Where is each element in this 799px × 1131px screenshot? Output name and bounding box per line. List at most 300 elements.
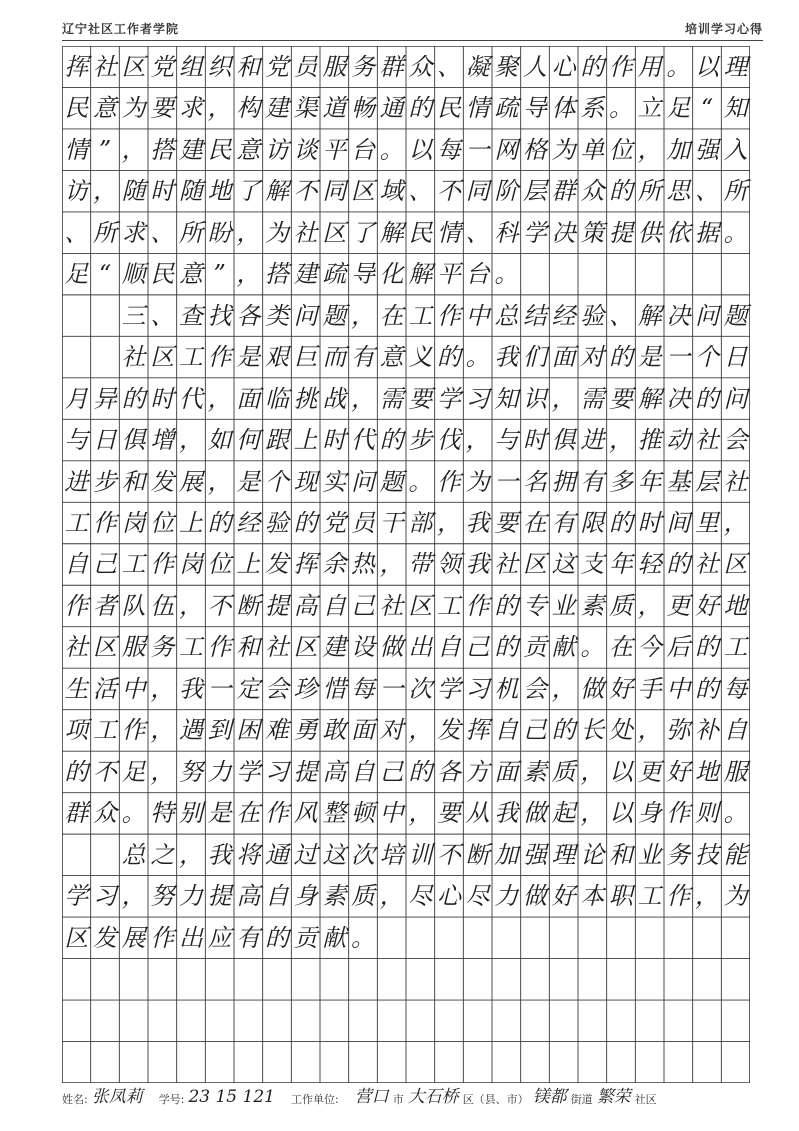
grid-character: 艰 <box>264 343 289 372</box>
document-type-header: 培训学习心得 <box>684 22 763 36</box>
grid-character: 访 <box>64 177 89 206</box>
grid-character: 工 <box>408 301 433 330</box>
footer-info <box>62 1082 782 1107</box>
grid-character: 结 <box>522 301 547 330</box>
grid-character: 基 <box>666 467 691 496</box>
name-label: 姓名: <box>62 1093 88 1106</box>
grid-character: ， <box>236 260 261 289</box>
grid-character: 验 <box>580 301 605 330</box>
grid-character: 域 <box>379 177 404 206</box>
grid-character: 提 <box>293 757 318 786</box>
grid-character: 和 <box>236 633 261 662</box>
grid-character: 生 <box>64 674 89 703</box>
grid-character: 长 <box>580 716 605 745</box>
grid-character: 有 <box>551 509 576 537</box>
grid-character: 所 <box>92 218 117 247</box>
grid-character: 力 <box>207 757 232 786</box>
grid-character: 挥 <box>465 716 490 745</box>
grid-character: 题 <box>723 301 748 330</box>
grid-character: 网 <box>494 135 519 164</box>
grid-character: 、 <box>436 52 461 81</box>
grid-character: 是 <box>236 467 261 496</box>
grid-character: 了 <box>236 177 261 206</box>
grid-character: 好 <box>666 757 691 786</box>
grid-character: 高 <box>293 591 318 620</box>
grid-character: 技 <box>694 840 719 869</box>
grid-character: ， <box>379 882 404 911</box>
grid-character: 依 <box>666 218 691 247</box>
grid-character: 我 <box>178 674 203 703</box>
grid-character: 解 <box>637 384 662 413</box>
grid-character: 质 <box>350 882 375 911</box>
grid-character: ， <box>436 509 461 537</box>
grid-character: 民 <box>64 94 89 123</box>
grid-character: 位 <box>207 550 232 579</box>
grid-character: ， <box>580 799 605 828</box>
grid-character: 学 <box>64 882 89 911</box>
grid-character: 展 <box>178 467 203 496</box>
grid-character: 进 <box>64 467 89 496</box>
grid-character: 断 <box>465 840 490 869</box>
grid-character: ， <box>350 384 375 413</box>
grid-character: 在 <box>522 509 547 537</box>
grid-character: 入 <box>723 135 748 164</box>
grid-character <box>62 834 91 875</box>
grid-character: 面 <box>494 757 519 786</box>
grid-character: 的 <box>494 591 519 620</box>
grid-character: 理 <box>551 840 576 869</box>
grid-character: 作 <box>264 799 289 828</box>
grid-character: ， <box>350 301 375 330</box>
grid-character: 习 <box>465 384 490 413</box>
grid-character: 民 <box>207 135 232 164</box>
grid-character: 俱 <box>121 426 146 455</box>
grid-character: 区 <box>92 633 117 662</box>
grid-character: 自 <box>64 550 89 579</box>
grid-character: 次 <box>408 674 433 703</box>
grid-character: ， <box>121 135 146 164</box>
grid-character: 顿 <box>350 799 375 828</box>
grid-character: 做 <box>580 674 605 703</box>
grid-character: 同 <box>465 177 490 206</box>
grid-character: 展 <box>121 923 146 952</box>
grid-character: 地 <box>723 591 748 620</box>
grid-character: 和 <box>608 840 633 869</box>
grid-character: 素 <box>322 882 347 911</box>
grid-character: 一 <box>379 674 404 703</box>
grid-character: 自 <box>322 591 347 620</box>
grid-character: 众 <box>408 52 433 81</box>
grid-character: 工 <box>637 882 662 911</box>
grid-character: 要 <box>494 509 519 537</box>
grid-character: 义 <box>408 343 433 372</box>
name-value: 张凤莉 <box>91 1087 143 1107</box>
grid-character: 问 <box>723 384 748 413</box>
grid-character: 凝 <box>465 52 490 81</box>
grid-character: 作 <box>92 509 117 537</box>
grid-character: 一 <box>465 135 490 164</box>
grid-character: 区 <box>121 52 146 81</box>
grid-character: 好 <box>608 674 633 703</box>
grid-character: 领 <box>436 550 461 579</box>
grid-character: 培 <box>379 840 404 869</box>
grid-character: 和 <box>236 52 261 81</box>
grid-character: 平 <box>436 260 461 289</box>
grid-character: “ <box>98 260 112 289</box>
grid-character: 工 <box>121 550 146 579</box>
grid-character: 有 <box>236 923 261 952</box>
grid-character: 的 <box>694 674 719 703</box>
grid-character: 在 <box>236 799 261 828</box>
grid-character: 员 <box>350 509 375 537</box>
grid-character: 群 <box>551 177 576 206</box>
grid-character: 平 <box>322 135 347 164</box>
grid-character: 。 <box>494 260 519 289</box>
grid-character: 组 <box>178 52 203 81</box>
grid-character: 的 <box>580 52 605 81</box>
grid-character: 做 <box>379 633 404 662</box>
grid-character: 加 <box>494 840 519 869</box>
grid-character: 己 <box>350 591 375 620</box>
grid-character: 为 <box>264 218 289 247</box>
grid-character: 随 <box>121 177 146 206</box>
grid-character: 作 <box>150 550 175 579</box>
grid-character: 我 <box>494 799 519 828</box>
grid-character: 余 <box>322 550 347 579</box>
grid-character: 作 <box>64 591 89 620</box>
grid-character: 提 <box>608 218 633 247</box>
grid-character: 何 <box>236 426 261 455</box>
grid-character: 干 <box>379 509 404 537</box>
grid-character: 作 <box>436 467 461 496</box>
grid-character: 补 <box>694 716 719 745</box>
grid-character: 渠 <box>293 94 318 123</box>
grid-character: 队 <box>121 591 146 620</box>
grid-character: 疏 <box>494 94 519 123</box>
grid-character: 工 <box>178 633 203 662</box>
grid-character: 要 <box>608 384 633 413</box>
grid-character: 访 <box>264 135 289 164</box>
grid-character: 了 <box>350 218 375 247</box>
grid-character: 找 <box>207 301 232 330</box>
grid-character: ， <box>551 384 576 413</box>
grid-character: ， <box>465 426 490 455</box>
grid-character: 者 <box>92 591 117 620</box>
grid-character: 的 <box>264 923 289 952</box>
grid-character: 区 <box>150 343 175 372</box>
grid-character: 建 <box>293 260 318 289</box>
grid-character: 台 <box>350 135 375 164</box>
grid-character: ” <box>213 260 226 289</box>
grid-character: 三 <box>121 301 146 330</box>
grid-character: 岗 <box>121 509 146 537</box>
grid-character: 、 <box>150 218 175 247</box>
grid-character: 质 <box>608 591 633 620</box>
grid-character: 高 <box>322 757 347 786</box>
grid-character: 岗 <box>178 550 203 579</box>
grid-character: 支 <box>580 550 605 579</box>
grid-character: 以 <box>408 135 433 164</box>
grid-character: 各 <box>436 757 461 786</box>
grid-character: 群 <box>64 799 89 828</box>
grid-character: 之 <box>150 840 175 869</box>
grid-character: ， <box>207 384 232 413</box>
grid-character: ， <box>178 591 203 620</box>
grid-character: 要 <box>408 384 433 413</box>
grid-character: 社 <box>293 218 318 247</box>
grid-character: 工 <box>178 343 203 372</box>
grid-character: 社 <box>694 550 719 579</box>
grid-character: 情 <box>436 218 461 247</box>
grid-character: 工 <box>436 591 461 620</box>
grid-character: 面 <box>236 384 261 413</box>
grid-character: 推 <box>637 426 662 455</box>
grid-character: 。 <box>379 135 404 164</box>
grid-character: ， <box>178 426 203 455</box>
grid-character: 解 <box>379 218 404 247</box>
grid-character: 各 <box>236 301 261 330</box>
grid-character: 问 <box>694 301 719 330</box>
grid-character: 好 <box>694 591 719 620</box>
grid-character: 努 <box>178 757 203 786</box>
grid-character: 的 <box>207 509 232 537</box>
grid-character: 区 <box>350 177 375 206</box>
grid-character: 经 <box>551 301 576 330</box>
grid-character: ， <box>408 799 433 828</box>
grid-character: 发 <box>92 923 117 952</box>
grid-character: 在 <box>379 301 404 330</box>
grid-character: 从 <box>465 799 490 828</box>
grid-character: 。 <box>350 923 375 952</box>
grid-character: 区 <box>408 591 433 620</box>
work-unit-label: 工作单位: <box>290 1093 339 1106</box>
grid-character: 、 <box>64 218 89 247</box>
grid-character: 的 <box>408 757 433 786</box>
grid-character: 发 <box>150 467 175 496</box>
grid-character: 在 <box>608 633 633 662</box>
grid-character: 题 <box>379 467 404 496</box>
grid-character: 不 <box>293 177 318 206</box>
grid-character: 、 <box>408 177 433 206</box>
grid-character: 同 <box>322 177 347 206</box>
grid-character: 解 <box>264 177 289 206</box>
grid-character: 训 <box>408 840 433 869</box>
grid-character: 决 <box>666 384 691 413</box>
grid-character: 将 <box>236 840 261 869</box>
grid-character: 论 <box>580 840 605 869</box>
grid-character: 总 <box>494 301 519 330</box>
grid-character: 作 <box>436 301 461 330</box>
grid-character: 时 <box>637 509 662 537</box>
grid-character: 、 <box>608 301 633 330</box>
grid-character: 是 <box>207 799 232 828</box>
grid-character: 解 <box>637 301 662 330</box>
grid-character: 服 <box>723 757 748 786</box>
grid-character: 心 <box>436 882 461 911</box>
grid-character: 科 <box>494 218 519 247</box>
grid-character: 对 <box>379 716 404 745</box>
grid-character: 活 <box>92 674 117 703</box>
grid-character <box>62 295 91 336</box>
grid-character: 别 <box>178 799 203 828</box>
grid-character: ， <box>608 426 633 455</box>
grid-character: 作 <box>666 882 691 911</box>
grid-character: 年 <box>608 550 633 579</box>
grid-character: ， <box>121 882 146 911</box>
grid-character: 台 <box>465 260 490 289</box>
grid-character: 努 <box>150 882 175 911</box>
grid-character: 时 <box>150 384 175 413</box>
grid-character: 日 <box>723 343 748 372</box>
grid-character: 。 <box>580 633 605 662</box>
grid-character: 解 <box>408 260 433 289</box>
grid-character: 动 <box>666 426 691 455</box>
grid-character: 务 <box>350 52 375 81</box>
grid-character: 月 <box>64 384 89 413</box>
grid-character: 素 <box>522 757 547 786</box>
grid-character: 个 <box>264 467 289 496</box>
community-value: 繁荣 <box>596 1087 631 1107</box>
grid-character: 。 <box>408 467 433 496</box>
grid-character: 是 <box>637 343 662 372</box>
grid-character: 社 <box>694 426 719 455</box>
grid-character: 更 <box>637 757 662 786</box>
grid-character: 整 <box>322 799 347 828</box>
grid-character: 织 <box>207 52 232 81</box>
grid-character: 这 <box>551 550 576 579</box>
grid-character: 弥 <box>666 716 691 745</box>
grid-character <box>91 295 120 336</box>
grid-character: ， <box>207 94 232 123</box>
grid-character: 通 <box>264 840 289 869</box>
grid-character: ， <box>150 674 175 703</box>
grid-character: ， <box>150 757 175 786</box>
grid-character: 素 <box>580 591 605 620</box>
grid-character: 机 <box>494 674 519 703</box>
grid-character: 。 <box>723 799 748 828</box>
grid-character: 要 <box>150 94 175 123</box>
grid-character: 民 <box>436 94 461 123</box>
grid-character: 中 <box>379 799 404 828</box>
grid-character: 地 <box>207 177 232 206</box>
grid-character: 名 <box>522 467 547 496</box>
grid-character: 的 <box>608 509 633 537</box>
grid-character: 己 <box>92 550 117 579</box>
grid-character: 做 <box>522 799 547 828</box>
grid-character: 的 <box>408 94 433 123</box>
street-label: 街道 <box>570 1093 593 1106</box>
grid-character: 出 <box>408 633 433 662</box>
grid-character: 巨 <box>293 343 318 372</box>
grid-character: 有 <box>350 343 375 372</box>
grid-character: 实 <box>322 467 347 496</box>
grid-character: 。 <box>723 218 748 247</box>
grid-character: 时 <box>322 426 347 455</box>
grid-character: 疏 <box>322 260 347 289</box>
grid-character: 区 <box>322 218 347 247</box>
grid-character: 尽 <box>465 882 490 911</box>
grid-character: 己 <box>465 633 490 662</box>
grid-character: 验 <box>264 509 289 537</box>
grid-character: 年 <box>637 467 662 496</box>
grid-character: 不 <box>436 840 461 869</box>
grid-character: 谈 <box>293 135 318 164</box>
grid-character: 单 <box>580 135 605 164</box>
grid-character: 如 <box>207 426 232 455</box>
grid-character: 跟 <box>264 426 289 455</box>
grid-character: 面 <box>551 343 576 372</box>
grid-character: 高 <box>236 882 261 911</box>
grid-character: 会 <box>723 426 748 455</box>
grid-character: ， <box>207 467 232 496</box>
grid-character: 众 <box>580 177 605 206</box>
grid-character: 步 <box>92 467 117 496</box>
grid-character: 区 <box>522 550 547 579</box>
grid-character: 会 <box>522 674 547 703</box>
grid-character: 我 <box>465 509 490 537</box>
grid-character: 工 <box>92 716 117 745</box>
grid-character: 以 <box>608 799 633 828</box>
grid-character: 个 <box>694 343 719 372</box>
grid-character: 位 <box>150 509 175 537</box>
grid-character: 知 <box>494 384 519 413</box>
grid-character: 学 <box>236 757 261 786</box>
grid-character: 发 <box>264 550 289 579</box>
grid-character: 导 <box>350 260 375 289</box>
grid-character: 服 <box>322 52 347 81</box>
grid-character: 作 <box>150 923 175 952</box>
grid-character: 强 <box>694 135 719 164</box>
grid-character: 学 <box>522 218 547 247</box>
grid-character: 众 <box>92 799 117 828</box>
grid-character: 务 <box>666 840 691 869</box>
grid-character: 足 <box>64 260 89 289</box>
grid-character: 战 <box>322 384 347 413</box>
grid-character: 群 <box>379 52 404 81</box>
grid-character: 位 <box>608 135 633 164</box>
community-label: 社区 <box>634 1093 657 1106</box>
grid-character: 手 <box>637 674 662 703</box>
grid-character: 党 <box>264 52 289 81</box>
grid-character: 热 <box>350 550 375 579</box>
grid-character: 不 <box>207 591 232 620</box>
grid-character: 我 <box>207 840 232 869</box>
grid-character: 力 <box>494 882 519 911</box>
grid-character: 区 <box>64 923 89 952</box>
grid-character: 每 <box>350 674 375 703</box>
grid-character: 人 <box>522 52 547 81</box>
grid-character: 己 <box>379 757 404 786</box>
grid-character: 现 <box>293 467 318 496</box>
grid-character: 代 <box>178 384 203 413</box>
grid-character: 遇 <box>178 716 203 745</box>
grid-character: 层 <box>694 467 719 496</box>
grid-character: 民 <box>408 218 433 247</box>
grid-character: 今 <box>637 633 662 662</box>
grid-character: 策 <box>580 218 605 247</box>
grid-character: 中 <box>121 674 146 703</box>
grid-character: 过 <box>293 840 318 869</box>
grid-character: 的 <box>293 509 318 537</box>
grid-character: 工 <box>64 509 89 537</box>
grid-character: 一 <box>207 674 232 703</box>
grid-character: 。 <box>608 94 633 123</box>
grid-character: 类 <box>264 301 289 330</box>
grid-character: 献 <box>551 633 576 662</box>
grid-character: 的 <box>379 426 404 455</box>
grid-character <box>91 336 120 377</box>
grid-character: 的 <box>64 757 89 786</box>
